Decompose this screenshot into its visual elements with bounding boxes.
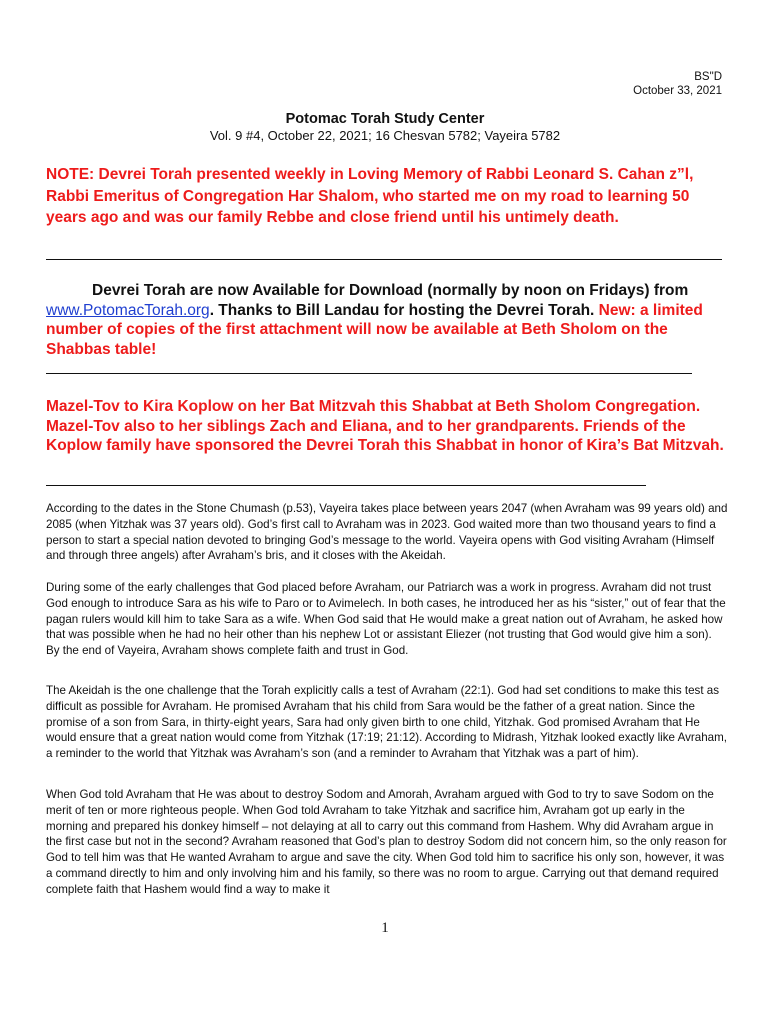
document-title: Potomac Torah Study Center xyxy=(285,111,485,127)
availability-thanks: . Thanks to Bill Landau for hosting the Devrei Torah. xyxy=(209,301,599,319)
memorial-note: NOTE: Devrei Torah presented weekly in Loving Memory of Rabbi Leonard S. Cahan z”l, Rabbi Emeritus of Congregation Har Shalom, who started me on my road to learning 50 years ago and was our family Rebbe and close friend until his untimely death. xyxy=(46,166,694,226)
availability-notice xyxy=(46,281,726,359)
body-paragraph: According to the dates in the Stone Chumash (p.53), Vayeira takes place between years 2047 (when Avraham was 99 years old) and 2085 (when Yitzhak was 37 years old). God’s first call to Avraham was in 2023. God waited more than two thousand years to find a person to start a special nation devoted to bringing God’s message to the world. Vayeira opens with God visiting Avraham (Himself and through three angels) after Avraham’s bris, and it closes with the Akeidah. xyxy=(46,502,728,563)
document-subtitle: Vol. 9 #4, October 22, 2021; 16 Chesvan 5782; Vayeira 5782 xyxy=(209,128,561,143)
body-paragraph: When God told Avraham that He was about to destroy Sodom and Amorah, Avraham argued with God to try to save Sodom on the merit of ten or more righteous people. When God told Avraham to take Yitzhak and sacrifice him, Avraham got up early in the morning and prepared his donkey himself – not delaying at all to carry out this command from Hashem. Why did Avraham argue in the first case but not in the second? Avraham reasoned that God’s plan to destroy Sodom did not concern him, so the only reason for God to tell him was that He wanted Avraham to argue and save the city. When God told him to sacrifice his only son, however, it was a command directly to him and only involving him and his family, so there was no room to argue. Carrying out that demand required complete faith that Hashem would find a way to make it xyxy=(46,788,727,896)
header-block xyxy=(633,70,722,98)
divider-line xyxy=(46,373,692,374)
header-date: October 33, 2021 xyxy=(633,85,722,97)
website-link[interactable]: www.PotomacTorah.org xyxy=(46,301,210,319)
body-paragraph: The Akeidah is the one challenge that the Torah explicitly calls a test of Avraham (22:1). God had set conditions to make this test as difficult as possible for Avraham. He promised Avraham that his child from Sara would be the father of a great nation. Since the promise of a son from Sara, in thirty-eight years, Sara had only given birth to one child, Yitzhak. God promised Avraham that He would ensure that a great nation would come from Yitzhak (17:19; 21:12). According to Midrash, Yitzhak looked exactly like Avraham, a reminder to the world that Yitzhak was Avraham’s son (and a reminder to Avraham that Yitzhak was a part of him). xyxy=(46,684,727,761)
divider-line xyxy=(46,259,722,260)
new-notice: New: a limited number of copies of the first attachment will now be available at Beth Sholom on the Shabbas table! xyxy=(46,301,703,358)
bsd-label: BS"D xyxy=(694,71,722,83)
body-paragraph: During some of the early challenges that God placed before Avraham, our Patriarch was a work in progress. Avraham did not trust God enough to introduce Sara as his wife to Paro or to Avimelech. In both cases, he introduced her as his “sister,” out of fear that the pagan rulers would kill him to take Sara as a wife. When God said that He would make a great nation out of Avraham, he asked how that was possible when he had no heir other than his nephew Lot or assistant Eliezer (not trusting that God would give him a son). By the end of Vayeira, Avraham shows complete faith and trust in God. xyxy=(46,581,726,658)
availability-intro: Devrei Torah are now Available for Download (normally by noon on Fridays) from xyxy=(92,282,689,299)
divider-line xyxy=(46,485,646,486)
page-number: 1 xyxy=(381,920,389,936)
mazel-tov-notice: Mazel-Tov to Kira Koplow on her Bat Mitzvah this Shabbat at Beth Sholom Congregation. Mazel-Tov also to her siblings Zach and Eliana, and to her grandparents. Friends of the Koplow family have sponsored the Devrei Torah this Shabbat in honor of Kira’s Bat Mitzvah. xyxy=(46,398,724,454)
